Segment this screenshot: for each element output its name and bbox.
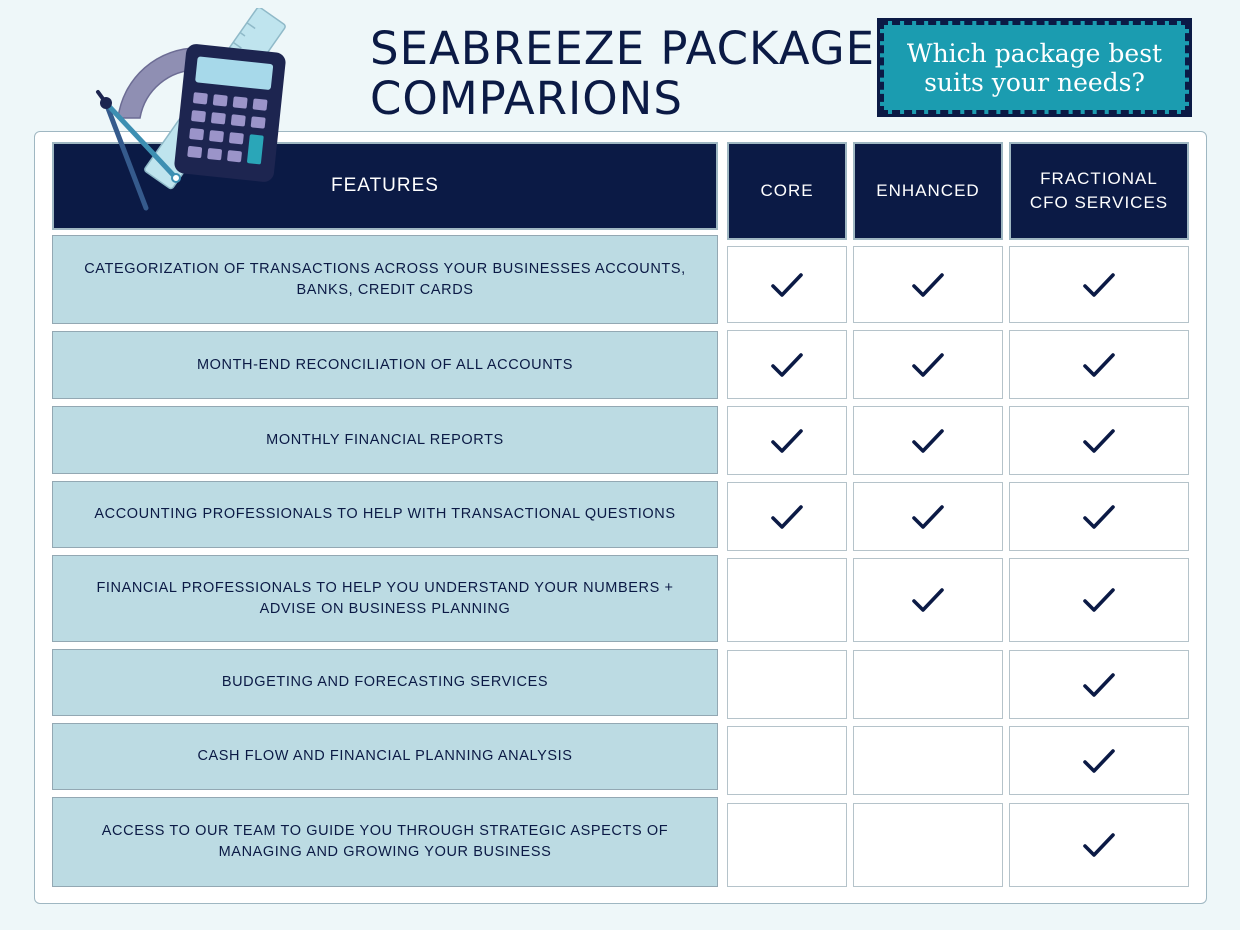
feature-label-line: ADVISE ON BUSINESS PLANNING <box>259 600 511 617</box>
title-line: COMPARIONS <box>370 72 683 125</box>
checkmark-icon <box>770 427 804 455</box>
checkmark-icon <box>1082 271 1116 299</box>
title-line: SEABREEZE PACKAGE <box>370 22 876 75</box>
inclusion-cell-fractional-cfo <box>1009 246 1189 323</box>
inclusion-cell-core <box>727 650 847 719</box>
package-header-line: FRACTIONAL <box>1040 169 1158 188</box>
inclusion-cell-fractional-cfo <box>1009 726 1189 795</box>
feature-cell <box>52 649 718 716</box>
feature-label-line: CASH FLOW AND FINANCIAL PLANNING ANALYSIS <box>197 748 573 764</box>
inclusion-cell-core <box>727 330 847 399</box>
inclusion-cell-fractional-cfo <box>1009 803 1189 887</box>
checkmark-icon <box>770 503 804 531</box>
feature-cell <box>52 555 718 642</box>
feature-label-line: FINANCIAL PROFESSIONALS TO HELP YOU UNDERSTAND YOUR NUMBERS + <box>96 579 674 596</box>
inclusion-cell-fractional-cfo <box>1009 330 1189 399</box>
inclusion-cell-enhanced <box>853 246 1003 323</box>
checkmark-icon <box>911 503 945 531</box>
checkmark-icon <box>1082 747 1116 775</box>
feature-label-line: MANAGING AND GROWING YOUR BUSINESS <box>218 844 552 860</box>
checkmark-icon <box>1082 503 1116 531</box>
checkmark-icon <box>1082 586 1116 614</box>
feature-label-line: CATEGORIZATION OF TRANSACTIONS ACROSS YOUR BUSINESSES ACCOUNTS, <box>84 260 686 277</box>
callout-box <box>880 21 1189 114</box>
inclusion-cell-enhanced <box>853 406 1003 475</box>
package-header-line: ENHANCED <box>876 181 980 200</box>
inclusion-cell-enhanced <box>853 558 1003 642</box>
package-header-line: CORE <box>760 181 814 200</box>
feature-label-line: ACCESS TO OUR TEAM TO GUIDE YOU THROUGH STRATEGIC ASPECTS OF <box>101 823 669 839</box>
inclusion-cell-enhanced <box>853 330 1003 399</box>
package-header-core <box>727 142 847 240</box>
inclusion-cell-enhanced <box>853 803 1003 887</box>
package-header-line: CFO SERVICES <box>1029 193 1169 212</box>
callout-line: suits your needs? <box>924 67 1145 97</box>
package-header-fractional-cfo <box>1009 142 1189 240</box>
inclusion-cell-enhanced <box>853 650 1003 719</box>
package-header-enhanced <box>853 142 1003 240</box>
inclusion-cell-core <box>727 406 847 475</box>
inclusion-cell-enhanced <box>853 726 1003 795</box>
callout-line: Which package best <box>906 38 1163 68</box>
checkmark-icon <box>770 271 804 299</box>
checkmark-icon <box>1082 831 1116 859</box>
feature-label-line: MONTH-END RECONCILIATION OF ALL ACCOUNTS <box>196 356 574 373</box>
feature-label-line: MONTHLY FINANCIAL REPORTS <box>266 431 504 448</box>
inclusion-cell-core <box>727 482 847 551</box>
inclusion-cell-core <box>727 246 847 323</box>
feature-label-line: BANKS, CREDIT CARDS <box>296 281 474 298</box>
feature-label-line: ACCOUNTING PROFESSIONALS TO HELP WITH TRANSACTIONAL QUESTIONS <box>94 506 676 522</box>
inclusion-cell-fractional-cfo <box>1009 406 1189 475</box>
inclusion-cell-fractional-cfo <box>1009 650 1189 719</box>
feature-cell <box>52 235 718 324</box>
feature-label-line: BUDGETING AND FORECASTING SERVICES <box>221 674 549 690</box>
checkmark-icon <box>1082 351 1116 379</box>
feature-cell <box>52 723 718 790</box>
stationery-illustration <box>88 8 298 218</box>
feature-cell <box>52 481 718 548</box>
feature-cell <box>52 331 718 399</box>
features-header-label: FEATURES <box>331 175 439 196</box>
page-title <box>370 24 875 124</box>
checkmark-icon <box>911 351 945 379</box>
inclusion-cell-fractional-cfo <box>1009 482 1189 551</box>
feature-cell <box>52 797 718 887</box>
checkmark-icon <box>911 427 945 455</box>
inclusion-cell-enhanced <box>853 482 1003 551</box>
checkmark-icon <box>770 351 804 379</box>
checkmark-icon <box>1082 427 1116 455</box>
checkmark-icon <box>911 586 945 614</box>
feature-cell <box>52 406 718 474</box>
checkmark-icon <box>911 271 945 299</box>
checkmark-icon <box>1082 671 1116 699</box>
inclusion-cell-core <box>727 803 847 887</box>
calculator-icon <box>173 43 286 183</box>
inclusion-cell-fractional-cfo <box>1009 558 1189 642</box>
inclusion-cell-core <box>727 558 847 642</box>
inclusion-cell-core <box>727 726 847 795</box>
